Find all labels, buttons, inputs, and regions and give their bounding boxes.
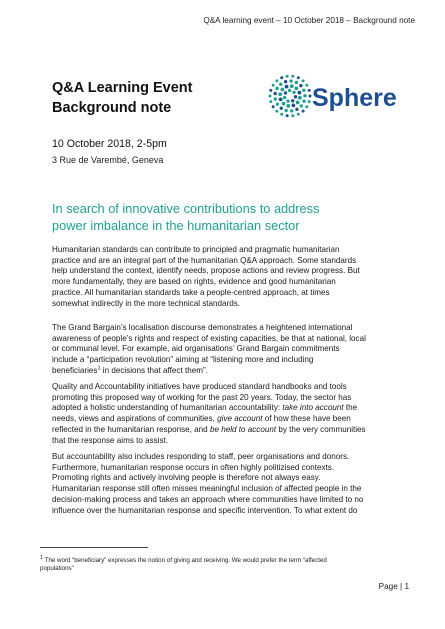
logo-dot: [302, 99, 305, 102]
logo-dot: [274, 92, 277, 95]
logo-dot: [291, 99, 294, 102]
paragraph-line: practice and are an integral part of the humanitarian Q&A approach. Some standards: [52, 255, 357, 265]
logo-dot: [305, 105, 308, 108]
logo-dot: [302, 89, 305, 92]
paragraph-3: [52, 382, 398, 446]
title-line-1: Q&A Learning Event: [52, 80, 193, 96]
sphere-logo: [268, 66, 416, 126]
paragraph-1: [52, 245, 398, 309]
logo-dot: [285, 85, 289, 89]
paragraph-4: [52, 452, 398, 516]
logo-dot: [308, 100, 311, 103]
footnote: [40, 554, 392, 573]
paragraph-line: The Grand Bargain’s localisation discourse demonstrates a heightened international: [52, 323, 353, 332]
paragraph-line: reflected in the humanitarian response, and be held to account by the very communities: [52, 424, 366, 434]
paragraph-line: promoting this proposed way of working for the past 20 years. Today, the sector has: [52, 392, 352, 402]
logo-dot: [275, 110, 278, 113]
logo-dot: [288, 89, 291, 92]
paragraph-line: needs, views and aspirations of communities, give account of how these have been: [52, 414, 351, 424]
running-header: Q&A learning event – 10 October 2018 – Background note: [203, 16, 415, 25]
logo-dot: [298, 96, 302, 100]
title-line-2: Background note: [52, 100, 172, 116]
emphasis: take into account: [282, 403, 344, 413]
logo-dot: [289, 79, 292, 82]
paragraph-line: practice. All humanitarian standards take a people-centred approach, at times: [52, 287, 330, 297]
logo-dot: [286, 75, 289, 78]
logo-dot: [308, 89, 311, 92]
page-number: Page | 1: [378, 582, 409, 591]
paragraph-line: Quality and Accountability initiatives have produced standard handbooks and tools: [52, 382, 347, 391]
logo-dot: [269, 100, 272, 103]
logo-dot: [291, 75, 294, 78]
paragraph-line: beneficiaries$^1$ in decisions that affect them”.: [52, 365, 208, 375]
paragraph-line: awareness of people’s rights and respect of existing capacities, be that at national, local: [52, 333, 366, 343]
logo-dot: [280, 76, 283, 79]
logo-dot: [294, 95, 297, 98]
logo-dot: [302, 110, 305, 113]
heading-line-1: In search of innovative contributions to address: [52, 201, 320, 216]
logo-dot: [286, 104, 290, 108]
logo-dot: [280, 106, 283, 109]
paragraph-line: that the response aims to assist.: [52, 435, 169, 445]
logo-dot: [297, 113, 300, 116]
paragraph-line: somewhat indirectly in the more technical standards.: [52, 298, 241, 308]
footnote-reference[interactable]: 1: [97, 365, 101, 372]
logo-dot: [295, 86, 299, 90]
paragraph-line: decision-making process and takes an approach where communities have limited to no: [52, 494, 364, 504]
logo-dot: [279, 83, 282, 86]
emphasis: give account: [217, 414, 263, 424]
paragraph-line: or communal level. For example, aid organisations’ Grand Bargain commitments: [52, 344, 340, 354]
logo-dot: [292, 104, 296, 108]
paragraph-line: Promoting rights and actively involving people is therefore not always easy.: [52, 473, 321, 483]
logo-dot: [284, 80, 287, 83]
footnote-line-2: populations”: [40, 565, 74, 572]
logo-dot: [284, 91, 287, 94]
logo-dot: [286, 99, 289, 102]
emphasis: be held to account: [209, 424, 277, 434]
logo-dot: [300, 104, 303, 107]
logo-dot: [295, 108, 298, 111]
logo-dot: [280, 113, 283, 116]
heading-line-2: power imbalance in the humanitarian sector: [52, 218, 300, 233]
logo-dot: [280, 88, 284, 92]
paragraph-line: Furthermore, humanitarian response occurs in often highly politizised contexts.: [52, 462, 335, 472]
logo-dot: [292, 91, 295, 94]
document-title: [52, 78, 192, 118]
logo-dot: [269, 95, 272, 98]
section-heading: [52, 200, 382, 234]
logo-dot: [296, 101, 300, 105]
logo-dot: [279, 98, 283, 102]
logo-dot: [290, 109, 293, 112]
logo-dot: [274, 97, 277, 100]
footnote-line-1: $^1$ The word “beneficiary” expresses the notion of giving and receiving. We would prefer the term “affected: [40, 554, 327, 564]
paragraph-2: [52, 323, 398, 377]
paragraph-line: adopted a holistic understanding of humanitarian accountability: take into account the: [52, 403, 358, 413]
logo-dot: [275, 79, 278, 82]
footnote-divider: [40, 547, 148, 548]
paragraph-line: help understand the context, identify needs, propose actions and review progress. But: [52, 266, 360, 276]
logo-dot: [302, 79, 305, 82]
paragraph-line: Humanitarian standards can contribute to principled and pragmatic humanitarian: [52, 245, 340, 254]
logo-dot: [303, 94, 306, 97]
paragraph-line: more fundamentally, they are based on rights, evidence and good humanitarian: [52, 277, 336, 287]
logo-wordmark: Sphere: [312, 84, 397, 112]
logo-dot: [269, 89, 272, 92]
logo-dot: [298, 91, 302, 95]
logo-dot: [297, 76, 300, 79]
logo-dot: [295, 81, 298, 84]
logo-dot: [283, 96, 286, 99]
logo-dot: [305, 84, 308, 87]
logo-dot: [276, 102, 279, 105]
logo-dot: [272, 105, 275, 108]
paragraph-line: Humanitarian response still often misses meaningful inclusion of affected people in the: [52, 484, 362, 494]
paragraph-line: include a “participation revolution” aiming at “listening more and including: [52, 355, 314, 365]
logo-dot: [291, 114, 294, 117]
logo-dot: [282, 102, 286, 106]
paragraph-line: But accountability also includes responding to staff, peer organisations and donors.: [52, 452, 350, 461]
event-address: 3 Rue de Varembé, Geneva: [52, 155, 164, 165]
event-date: 10 October 2018, 2-5pm: [52, 138, 167, 150]
logo-dot: [286, 114, 289, 117]
logo-dot: [272, 84, 275, 87]
logo-dot: [284, 109, 287, 112]
sphere-dot-globe-icon: [268, 66, 416, 126]
logo-dot: [290, 84, 294, 88]
footnote-mark: 1: [40, 554, 44, 561]
logo-dot: [299, 84, 302, 87]
logo-dot: [275, 87, 278, 90]
paragraph-line: influence over the humanitarian response and specific intervention. To what extent do: [52, 505, 358, 515]
logo-dot: [278, 92, 282, 96]
